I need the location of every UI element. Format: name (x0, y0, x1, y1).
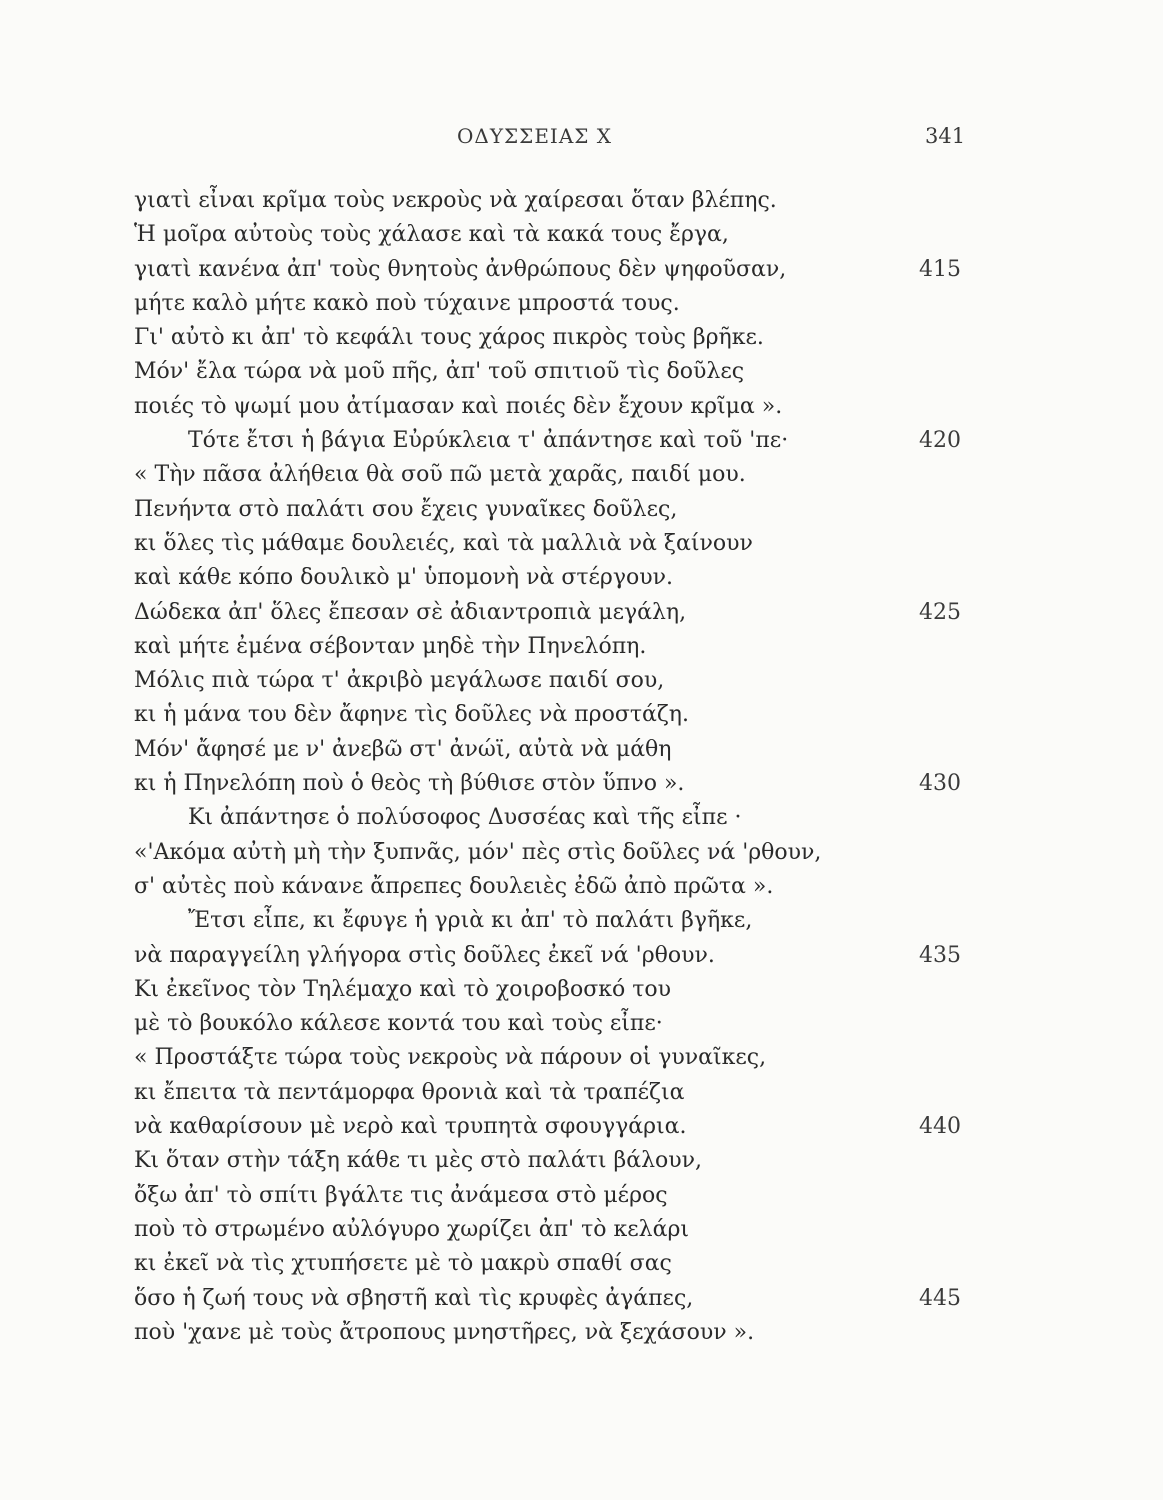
verse-line (134, 1144, 1034, 1178)
verse-line (134, 493, 1034, 527)
verse-line (134, 1247, 1034, 1281)
verse-text: Ἔτσι εἶπε, κι ἔφυγε ἡ γριὰ κι ἀπ' τὸ παλάτι βγῆκε, (188, 908, 753, 934)
verse-line (134, 836, 1034, 870)
verse-text: Κι ἐκεῖνος τὸν Τηλέμαχο καὶ τὸ χοιροβοσκό του (134, 976, 672, 1002)
verse-text: «'Ακόμα αὐτὴ μὴ τὴν ξυπνᾶς, μόν' πὲς στὶς δοῦλες νά 'ρθουν, (134, 839, 822, 865)
verse-line (134, 1282, 1034, 1316)
verse-line (134, 321, 1034, 355)
verse-line (134, 801, 1034, 835)
verse-line (134, 698, 1034, 732)
verse-text: ποιές τὸ ψωμί μου ἀτίμασαν καὶ ποιές δὲν ἔχουν κρῖμα ». (134, 393, 783, 419)
verse-text: μὲ τὸ βουκόλο κάλεσε κοντά του καὶ τοὺς εἶπε· (134, 1011, 663, 1037)
verse-text: Δώδεκα ἀπ' ὅλες ἔπεσαν σὲ ἀδιαντροπιὰ μεγάλη, (134, 599, 687, 625)
line-number: 440 (919, 1114, 961, 1140)
verse-text: καὶ μήτε ἐμένα σέβονταν μηδὲ τὴν Πηνελόπη. (134, 633, 647, 659)
verse-text: Γι' αὐτὸ κι ἀπ' τὸ κεφάλι τους χάρος πικρὸς τοὺς βρῆκε. (134, 325, 764, 351)
verse-line (134, 939, 1034, 973)
line-number: 435 (919, 942, 961, 968)
verse-text: κι ὅλες τὶς μάθαμε δουλειές, καὶ τὰ μαλλιὰ νὰ ξαίνουν (134, 530, 753, 556)
verse-text: Μόλις πιὰ τώρα τ' ἀκριβὸ μεγάλωσε παιδί σου, (134, 668, 665, 694)
verse-line (134, 424, 1034, 458)
verse-line (134, 664, 1034, 698)
line-number: 445 (919, 1285, 961, 1311)
verse-line (134, 287, 1034, 321)
verse-text: Ἡ μοῖρα αὐτοὺς τοὺς χάλασε καὶ τὰ κακά τους ἔργα, (134, 222, 729, 248)
verse-line (134, 1179, 1034, 1213)
verse-text: Κι ὅταν στὴν τάξη κάθε τι μὲς στὸ παλάτι βάλουν, (134, 1148, 703, 1174)
verse-line (134, 218, 1034, 252)
verse-line (134, 355, 1034, 389)
verse-line (134, 1110, 1034, 1144)
verse-text: ὄξω ἀπ' τὸ σπίτι βγάλτε τις ἀνάμεσα στὸ μέρος (134, 1182, 668, 1208)
verse-text: μήτε καλὸ μήτε κακὸ ποὺ τύχαινε μπροστά τους. (134, 290, 680, 316)
verse-text: ὅσο ἡ ζωή τους νὰ σβηστῆ καὶ τὶς κρυφὲς ἀγάπες, (134, 1285, 694, 1311)
verse-text: γιατὶ κανένα ἀπ' τοὺς θνητοὺς ἀνθρώπους δὲν ψηφοῦσαν, (134, 256, 787, 282)
verse-line (134, 1041, 1034, 1075)
verse-line (134, 1316, 1034, 1350)
verse-line (134, 1007, 1034, 1041)
verse-line (134, 1076, 1034, 1110)
page-number: 341 (925, 124, 966, 148)
verse-text: καὶ κάθε κόπο δουλικὸ μ' ὑπομονὴ νὰ στέργουν. (134, 565, 673, 591)
verse-text: σ' αὐτὲς ποὺ κάνανε ἄπρεπες δουλειὲς ἐδῶ ἀπὸ πρῶτα ». (134, 873, 774, 899)
line-number: 420 (919, 428, 961, 454)
verse-line (134, 561, 1034, 595)
verse-text: Πενήντα στὸ παλάτι σου ἔχεις γυναῖκες δοῦλες, (134, 496, 678, 522)
verse-line (134, 596, 1034, 630)
verse-text: Μόν' ἔλα τώρα νὰ μοῦ πῆς, ἀπ' τοῦ σπιτιοῦ τὶς δοῦλες (134, 359, 745, 385)
verse-line (134, 733, 1034, 767)
running-title: ΟΔΥΣΣΕΙΑΣ Χ (457, 124, 613, 148)
verse-line (134, 973, 1034, 1007)
verse-text: Κι ἀπάντησε ὁ πολύσοφος Δυσσέας καὶ τῆς εἶπε · (188, 805, 742, 831)
verse-text: κι ἡ μάνα του δὲν ἄφηνε τὶς δοῦλες νὰ προστάζη. (134, 702, 689, 728)
verse-line (134, 390, 1034, 424)
verse-block (134, 184, 1034, 1350)
line-number: 425 (919, 599, 961, 625)
verse-text: νὰ παραγγείλη γλήγορα στὶς δοῦλες ἐκεῖ νά 'ρθουν. (134, 942, 715, 968)
verse-text: κι ἡ Πηνελόπη ποὺ ὁ θεὸς τὴ βύθισε στὸν ὕπνο ». (134, 771, 685, 797)
verse-text: κι ἐκεῖ νὰ τὶς χτυπήσετε μὲ τὸ μακρὺ σπαθί σας (134, 1251, 672, 1277)
verse-line (134, 1213, 1034, 1247)
verse-text: ποὺ τὸ στρωμένο αὐλόγυρο χωρίζει ἀπ' τὸ κελάρι (134, 1216, 690, 1242)
verse-text: νὰ καθαρίσουν μὲ νερὸ καὶ τρυπητὰ σφουγγάρια. (134, 1114, 687, 1140)
verse-text: « Προστάξτε τώρα τοὺς νεκροὺς νὰ πάρουν οἱ γυναῖκες, (134, 1045, 767, 1071)
running-head (0, 124, 1163, 156)
verse-text: ποὺ 'χανε μὲ τοὺς ἄτροπους μνηστῆρες, νὰ ξεχάσουν ». (134, 1319, 755, 1345)
verse-line (134, 253, 1034, 287)
verse-text: γιατὶ εἶναι κρῖμα τοὺς νεκροὺς νὰ χαίρεσαι ὅταν βλέπης. (134, 188, 777, 213)
verse-text: Μόν' ἄφησέ με ν' ἀνεβῶ στ' ἀνώϊ, αὐτὰ νὰ μάθη (134, 736, 672, 762)
verse-line (134, 527, 1034, 561)
verse-line (134, 458, 1034, 492)
verse-line (134, 630, 1034, 664)
verse-line (134, 767, 1034, 801)
verse-text: « Τὴν πᾶσα ἀλήθεια θὰ σοῦ πῶ μετὰ χαρᾶς, παιδί μου. (134, 462, 746, 488)
verse-text: Τότε ἔτσι ἡ βάγια Εὐρύκλεια τ' ἀπάντησε καὶ τοῦ 'πε· (188, 428, 789, 454)
verse-line (134, 184, 1034, 218)
line-number: 430 (919, 771, 961, 797)
verse-line (134, 904, 1034, 938)
verse-text: κι ἔπειτα τὰ πεντάμορφα θρονιὰ καὶ τὰ τραπέζια (134, 1079, 685, 1105)
line-number: 415 (919, 256, 961, 282)
verse-line (134, 870, 1034, 904)
